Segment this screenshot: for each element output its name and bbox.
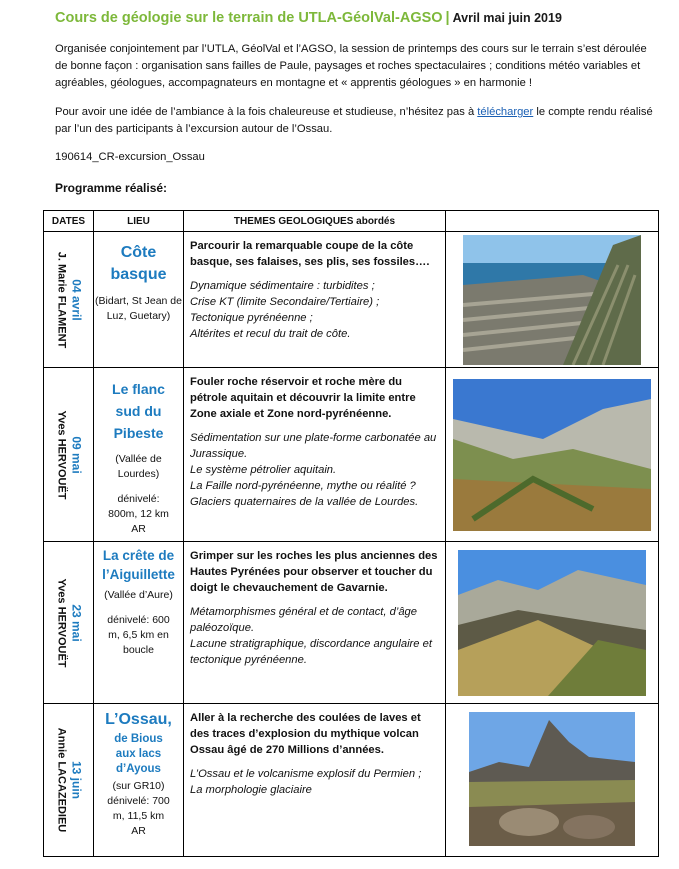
row-place: La crête de l’Aiguillette (102, 548, 175, 582)
row-detail: Crise KT (limite Secondaire/Tertiaire) ; (190, 296, 380, 308)
row-lead: Fouler roche réservoir et roche mère du pétrole aquitain et découvrir la limite entre Zone axiale et Zone nord-pyrénéenne. (190, 376, 416, 420)
mountain-ridge-photo-icon (458, 550, 646, 696)
row-lead: Aller à la recherche des coulées de laves et des traces d’explosion du mythique volcan Ossau âgé de 270 Millions d’années. (190, 712, 421, 756)
date-cell (44, 368, 94, 542)
row-date: 09 mai (69, 435, 83, 474)
page-title (55, 10, 562, 26)
paragraph-2-text-before: Pour avoir une idée de l’ambiance à la fois chaleureuse et studieuse, n’hésitez pas à (55, 106, 478, 118)
photo-cell (446, 542, 659, 704)
header-dates: DATES (44, 211, 94, 232)
date-person-vertical (54, 251, 83, 348)
date-cell (44, 542, 94, 704)
row-lead: Grimper sur les roches les plus anciennes des Hautes Pyrénées pour observer et toucher du doigt le chevauchement de Gavarnie. (190, 550, 438, 594)
row-person: Annie LACAZEDIEU (55, 727, 67, 833)
row-detail: Tectonique pyrénéenne ; (190, 312, 313, 324)
row-place-detail: (Bidart, St Jean de Luz, Guetary) (95, 295, 182, 322)
row-detail: Altérites et recul du trait de côte. (190, 328, 351, 340)
table-header-row (44, 211, 659, 232)
table-row (44, 704, 659, 857)
table-row (44, 368, 659, 542)
row-place: L’Ossau, (105, 711, 172, 728)
row-place: Côte basque (110, 244, 167, 283)
row-place-detail: (Vallée d’Aure) (104, 589, 173, 601)
row-elevation: dénivelé: 600 m, 6,5 km en boucle (107, 614, 170, 656)
photo-cell (446, 368, 659, 542)
row-detail: La Faille nord-pyrénéenne, mythe ou réalité ? (190, 480, 416, 492)
row-elevation: dénivelé: 800m, 12 km AR (108, 493, 169, 535)
lieu-cell (94, 704, 184, 857)
photo-cell (446, 232, 659, 368)
programme-heading: Programme réalisé: (55, 181, 168, 195)
date-cell (44, 704, 94, 857)
date-person-vertical (54, 578, 83, 667)
title-separator: | (445, 10, 450, 26)
coastal-cliff-photo-icon (463, 235, 641, 365)
lieu-cell (94, 232, 184, 368)
date-person-vertical (54, 410, 83, 499)
header-photo (446, 211, 659, 232)
row-elevation: dénivelé: 700 m, 11,5 km AR (107, 795, 170, 837)
row-detail: Dynamique sédimentaire : turbidites ; (190, 280, 375, 292)
row-date: 23 mai (69, 603, 83, 642)
row-detail: Lacune stratigraphique, discordance angulaire et tectonique pyrénéenne. (190, 638, 432, 666)
row-place-detail: (sur GR10) (112, 780, 165, 792)
row-date: 13 juin (69, 760, 83, 799)
row-detail: L’Ossau et le volcanisme explosif du Permien ; (190, 768, 422, 780)
row-place-detail: (Vallée de Lourdes) (115, 453, 162, 480)
intro-paragraph-1: Organisée conjointement par l’UTLA, GéolVal et l’AGSO, la session de printemps des cours sur le terrain s’est déroulée de bonne façon : organisation sans failles de Paule, paysages et roches spectaculaires ; conditions météo variables et agréables, géologues, accompagnateurs en montagne et « apprentis géologues » en harmonie ! (55, 43, 647, 89)
lieu-cell (94, 542, 184, 704)
theme-cell (184, 704, 446, 857)
row-detail: La morphologie glaciaire (190, 784, 312, 796)
row-place-sub: de Bious aux lacs d’Ayous (114, 733, 163, 775)
row-detail: Sédimentation sur une plate-forme carbonatée au Jurassique. (190, 432, 437, 460)
theme-cell (184, 368, 446, 542)
row-detail: Le système pétrolier aquitain. (190, 464, 337, 476)
row-detail: Métamorphismes général et de contact, d’âge paléozoïque. (190, 606, 417, 634)
mountain-slope-photo-icon (453, 379, 651, 531)
date-person-vertical (54, 728, 83, 833)
title-text: Cours de géologie sur le terrain de UTLA-GéolVal-AGSO (55, 10, 443, 26)
title-date: Avril mai juin 2019 (452, 11, 562, 25)
download-link[interactable]: télécharger (477, 106, 534, 118)
intro-paragraph-2 (55, 104, 655, 138)
date-cell (44, 232, 94, 368)
programme-table (43, 210, 659, 857)
theme-cell (184, 232, 446, 368)
row-lead: Parcourir la remarquable coupe de la côte basque, ses falaises, ses plis, ses fossiles…. (190, 240, 430, 268)
table-row (44, 542, 659, 704)
header-themes: THEMES GEOLOGIQUES abordés (184, 211, 446, 232)
row-place: Le flanc sud du Pibeste (112, 381, 165, 441)
row-person: J. Marie FLAMENT (55, 251, 67, 348)
volcanic-peak-photo-icon (469, 712, 635, 846)
row-detail: Glaciers quaternaires de la vallée de Lourdes. (190, 496, 419, 508)
theme-cell (184, 542, 446, 704)
lieu-cell (94, 368, 184, 542)
table-row (44, 232, 659, 368)
paragraph-2-text-after: le compte rendu réalisé par l’un des participants à l’excursion autour de l’Ossau. (55, 106, 653, 135)
row-person: Yves HERVOUËT (55, 577, 67, 668)
row-person: Yves HERVOUËT (55, 409, 67, 500)
file-name: 190614_CR-excursion_Ossau (55, 151, 205, 163)
header-lieu: LIEU (94, 211, 184, 232)
photo-cell (446, 704, 659, 857)
row-date: 04 avril (69, 278, 83, 321)
